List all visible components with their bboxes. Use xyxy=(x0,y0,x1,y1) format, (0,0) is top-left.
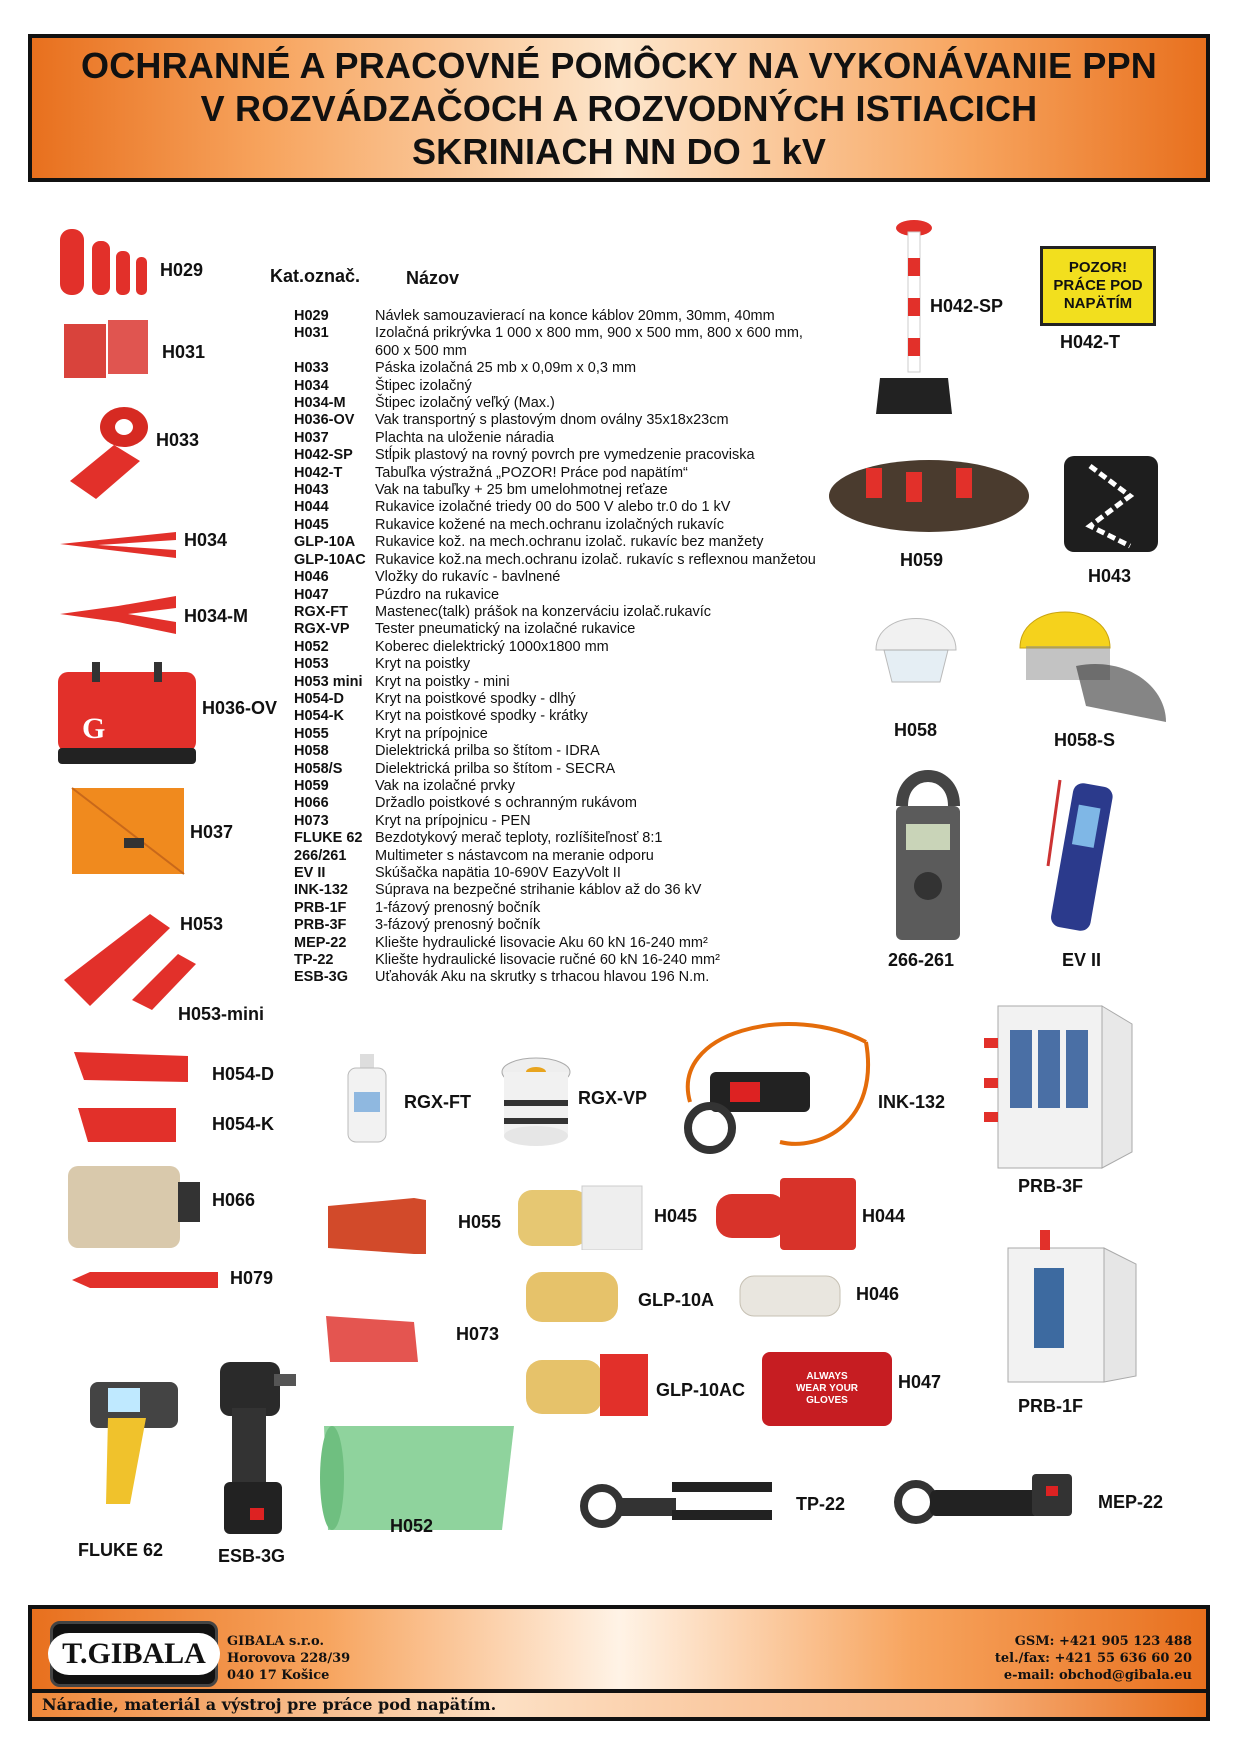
catalog-description: Púzdro na rukavice xyxy=(375,586,500,603)
page-title-banner xyxy=(28,34,1210,182)
catalog-code: H047 xyxy=(294,586,329,603)
catalog-code: FLUKE 62 xyxy=(294,830,363,847)
catalog-description: Rukavice kož.na mech.ochranu izolač. rukavíc s reflexnou manžetou xyxy=(375,551,816,568)
three-phase-shunt-image xyxy=(984,1002,1134,1170)
catalog-row xyxy=(294,308,864,325)
large-clamp-image xyxy=(58,594,178,636)
catalog-row xyxy=(294,447,864,464)
catalog-description: Koberec dielektrický 1000x1800 mm xyxy=(375,638,609,655)
catalog-row xyxy=(294,674,864,691)
label-h046: H046 xyxy=(856,1284,900,1304)
catalog-description: Tabuľka výstražná „POZOR! Práce pod napätím“ xyxy=(375,464,688,481)
label-h033: H033 xyxy=(156,430,200,450)
helmet-idra-image xyxy=(868,598,964,690)
catalog-row xyxy=(294,795,864,812)
catalog-code: INK-132 xyxy=(294,882,348,899)
label-h043: H043 xyxy=(1088,566,1132,586)
label-ink132: INK-132 xyxy=(878,1092,946,1112)
motto-bar xyxy=(32,1689,1206,1717)
catalog-code: H066 xyxy=(294,795,329,812)
catalog-code: H058/S xyxy=(294,760,343,777)
catalog-row xyxy=(294,552,864,569)
catalog-code: 266/261 xyxy=(294,847,347,864)
insulating-blanket-image xyxy=(62,318,150,382)
label-h029: H029 xyxy=(160,260,204,280)
catalog-description: Kryt na poistky - mini xyxy=(375,673,510,690)
company-street: Horovova 228/39 xyxy=(227,1651,351,1666)
catalog-code: H029 xyxy=(294,308,329,324)
catalog-description: Kryt na poistky xyxy=(375,656,471,673)
contact-phone: tel./fax: +421 55 636 60 20 xyxy=(994,1651,1192,1666)
fuse-cover-image xyxy=(60,910,200,1010)
company-address xyxy=(227,1633,350,1684)
title-line-3: SKRINIACH NN DO 1 kV xyxy=(411,130,827,172)
catalog-description: Páska izolačná 25 mb x 0,09m x 0,3 mm xyxy=(375,360,637,377)
label-h031: H031 xyxy=(162,342,206,362)
catalog-description: Izolačná prikrývka 1 000 x 800 mm, 900 x 500 mm, 800 x 600 mm, xyxy=(375,325,803,342)
cable-cutter-kit-image xyxy=(670,1012,874,1162)
clamp-multimeter-image xyxy=(888,766,968,942)
catalog-description: Kryt na prípojnicu - PEN xyxy=(375,812,531,829)
catalog-row xyxy=(294,325,864,342)
catalog-list xyxy=(294,308,864,987)
label-h053mini: H053-mini xyxy=(178,1004,265,1024)
insulating-parts-bag-image xyxy=(826,448,1032,534)
label-fluke62: FLUKE 62 xyxy=(78,1540,164,1560)
catalog-description: Rukavice kožené na mech.ochranu izolačných rukavíc xyxy=(375,516,724,533)
label-h034m: H034-M xyxy=(184,606,249,626)
catalog-code: H036-OV xyxy=(294,412,355,429)
svg-text:G: G xyxy=(82,712,106,745)
catalog-row xyxy=(294,917,864,934)
label-h055: H055 xyxy=(458,1212,502,1232)
label-h044: H044 xyxy=(862,1206,906,1226)
sign-line-2: PRÁCE POD xyxy=(1053,277,1143,294)
label-h066: H066 xyxy=(212,1190,256,1210)
catalog-description: Vak transportný s plastovým dnom oválny 35x18x23cm xyxy=(375,412,729,429)
fuse-base-cover-long-image xyxy=(70,1046,190,1086)
impact-wrench-image xyxy=(210,1358,302,1538)
catalog-description: Plachta na uloženie náradia xyxy=(375,429,554,446)
pen-busbar-cover-image xyxy=(324,1312,420,1366)
catalog-code: PRB-1F xyxy=(294,899,347,916)
catalog-code: H053 mini xyxy=(294,673,363,690)
catalog-description: Rukavice kož. na mech.ochranu izolač. rukavíc bez manžety xyxy=(375,534,764,551)
catalog-description: Skúšačka napätia 10-690V EazyVolt II xyxy=(375,865,621,881)
catalog-code: H042-SP xyxy=(294,447,353,464)
catalog-row xyxy=(294,882,864,899)
glove-pouch-text: ALWAYS WEAR YOUR GLOVES xyxy=(795,1371,859,1406)
company-logo xyxy=(50,1621,218,1687)
catalog-description: Kryt na poistkové spodky - dlhý xyxy=(375,690,576,707)
helmet-secra-image xyxy=(1006,596,1174,726)
catalog-code: H053 xyxy=(294,656,329,673)
catalog-description: Multimeter s nástavcom na meranie odporu xyxy=(375,847,654,864)
catalog-code: H046 xyxy=(294,569,329,586)
label-h073: H073 xyxy=(456,1324,500,1344)
label-h059: H059 xyxy=(900,550,944,570)
battery-crimper-image xyxy=(890,1470,1076,1530)
transport-bag-image xyxy=(56,662,198,766)
thermometer-image xyxy=(86,1378,182,1506)
cotton-gloves-image xyxy=(738,1268,842,1322)
insulating-gloves-image xyxy=(714,1176,858,1252)
catalog-code: RGX-FT xyxy=(294,603,348,620)
contact-email[interactable]: e-mail: obchod@gibala.eu xyxy=(1003,1668,1192,1683)
title-line-1: OCHRANNÉ A PRACOVNÉ POMÔCKY NA VYKONÁVANIE PPN xyxy=(81,44,1157,86)
catalog-code: H054-D xyxy=(294,690,344,707)
catalog-description: Súprava na bezpečné strihanie káblov až do 36 kV xyxy=(375,882,702,899)
label-h036ov: H036-OV xyxy=(202,698,278,718)
company-city: 040 17 Košice xyxy=(227,1668,330,1683)
label-prb3f: PRB-3F xyxy=(1018,1176,1084,1196)
catalog-description: Uťahovák Aku na skrutky s trhacou hlavou 196 N.m. xyxy=(375,969,710,986)
catalog-code: MEP-22 xyxy=(294,934,347,951)
label-h058s: H058-S xyxy=(1054,730,1116,750)
label-mep22: MEP-22 xyxy=(1098,1492,1164,1512)
catalog-description: 3-fázový prenosný bočník xyxy=(375,917,541,934)
catalog-description: Vak na tabuľky + 25 bm umelohmotnej reťaze xyxy=(375,482,668,499)
fuse-base-cover-short-image xyxy=(76,1104,180,1144)
talc-bottle-image xyxy=(344,1052,390,1144)
footer xyxy=(28,1605,1210,1721)
label-rgxvp: RGX-VP xyxy=(578,1088,648,1108)
catalog-code: H033 xyxy=(294,360,329,377)
catalog-row xyxy=(294,430,864,447)
label-h052: H052 xyxy=(390,1516,434,1536)
catalog-description: Vak na izolačné prvky xyxy=(375,777,515,794)
catalog-description: Tester pneumatický na izolačné rukavice xyxy=(375,621,636,638)
sign-line-1: POZOR! xyxy=(1068,259,1128,276)
catalog-row xyxy=(294,587,864,604)
manual-crimper-image xyxy=(576,1462,776,1530)
catalog-description: Štipec izolačný veľký (Max.) xyxy=(375,395,555,412)
label-glp10a: GLP-10A xyxy=(638,1290,715,1310)
catalog-row xyxy=(294,761,864,778)
title-line-2: V ROZVÁDZAČOCH A ROZVODNÝCH ISTIACICH xyxy=(200,87,1038,129)
company-name: GIBALA s.r.o. xyxy=(227,1634,325,1649)
catalog-code: H034 xyxy=(294,377,329,394)
catalog-row xyxy=(294,534,864,551)
sign-line-3: NAPÄTÍM xyxy=(1063,295,1133,312)
catalog-description: Kryt na poistkové spodky - krátky xyxy=(375,708,588,725)
label-266-261: 266-261 xyxy=(888,950,955,970)
catalog-row xyxy=(294,813,864,830)
label-esb3g: ESB-3G xyxy=(218,1546,286,1566)
insulating-tape-image xyxy=(66,405,152,501)
label-tp22: TP-22 xyxy=(796,1494,846,1514)
label-glp10ac: GLP-10AC xyxy=(656,1380,746,1400)
catalog-code: H043 xyxy=(294,482,329,499)
catalog-code: H055 xyxy=(294,725,329,742)
glp10a-gloves-image xyxy=(524,1268,620,1326)
contact-gsm: GSM: +421 905 123 488 xyxy=(1014,1634,1192,1649)
label-h042t: H042-T xyxy=(1060,332,1121,352)
catalog-row xyxy=(294,708,864,725)
cable-caps-image xyxy=(58,225,153,297)
catalog-row xyxy=(294,743,864,760)
label-h058: H058 xyxy=(894,720,938,740)
catalog-row xyxy=(294,726,864,743)
single-phase-shunt-image xyxy=(1004,1228,1140,1384)
catalog-code: PRB-3F xyxy=(294,917,347,934)
catalog-description: 1-fázový prenosný bočník xyxy=(375,899,541,916)
catalog-row xyxy=(294,900,864,917)
catalog-description: Dielektrická prilba so štítom - SECRA xyxy=(375,760,616,777)
catalog-description: Držadlo poistkové s ochranným rukávom xyxy=(375,795,637,812)
label-h034: H034 xyxy=(184,530,228,550)
catalog-code: H059 xyxy=(294,777,329,794)
label-h042sp: H042-SP xyxy=(930,296,1004,316)
tool-tarp-image xyxy=(70,786,188,878)
catalog-code: RGX-VP xyxy=(294,621,350,638)
label-h037: H037 xyxy=(190,822,234,842)
catalog-code: H073 xyxy=(294,812,329,829)
catalog-description: Návlek samouzavierací na konce káblov 20mm, 30mm, 40mm xyxy=(375,308,775,324)
catalog-code: EV II xyxy=(294,865,326,881)
catalog-code: H058 xyxy=(294,743,329,760)
catalog-code: TP-22 xyxy=(294,952,334,969)
label-h047: H047 xyxy=(898,1372,942,1392)
voltage-tester-image xyxy=(1040,776,1128,936)
catalog-code: H034-M xyxy=(294,395,346,412)
catalog-description: Dielektrická prilba so štítom - IDRA xyxy=(375,743,600,760)
label-ev2: EV II xyxy=(1062,950,1102,970)
warning-sign-image xyxy=(1040,246,1156,326)
catalog-row xyxy=(294,969,864,986)
column-header-code: Kat.označ. xyxy=(270,266,361,286)
label-prb1f: PRB-1F xyxy=(1018,1396,1084,1416)
busbar-cover-image xyxy=(326,1196,428,1256)
catalog-row xyxy=(294,343,864,360)
catalog-code: GLP-10A xyxy=(294,534,356,551)
catalog-row xyxy=(294,569,864,586)
catalog-row xyxy=(294,935,864,952)
catalog-code: ESB-3G xyxy=(294,969,348,986)
logo-text: T.GIBALA xyxy=(48,1633,220,1675)
label-h079: H079 xyxy=(230,1268,274,1288)
label-h045: H045 xyxy=(654,1206,698,1226)
catalog-row xyxy=(294,778,864,795)
label-h054d: H054-D xyxy=(212,1064,275,1084)
catalog-description: Kliešte hydraulické lisovacie Aku 60 kN 16-240 mm² xyxy=(375,934,708,951)
catalog-row xyxy=(294,482,864,499)
cover-h079-image xyxy=(70,1270,220,1290)
catalog-row xyxy=(294,465,864,482)
catalog-row xyxy=(294,604,864,621)
motto-text: Náradie, materiál a výstroj pre práce pod napätím. xyxy=(42,1695,497,1714)
clamp-image xyxy=(58,528,178,562)
catalog-row xyxy=(294,656,864,673)
catalog-description: Bezdotykový merač teploty, rozlíšiteľnosť 8:1 xyxy=(375,830,663,847)
glp10ac-gloves-image xyxy=(524,1352,652,1418)
catalog-row xyxy=(294,830,864,847)
column-header-name: Názov xyxy=(406,268,460,288)
catalog-code: H042-T xyxy=(294,464,343,481)
catalog-code: H037 xyxy=(294,429,329,446)
label-rgxft: RGX-FT xyxy=(404,1092,471,1112)
catalog-row xyxy=(294,848,864,865)
contact-info xyxy=(995,1633,1192,1684)
catalog-description: Kliešte hydraulické lisovacie ručné 60 kN 16-240 mm² xyxy=(375,952,720,969)
glove-pouch-image xyxy=(762,1352,892,1426)
catalog-code: H054-K xyxy=(294,708,344,725)
catalog-row xyxy=(294,499,864,516)
catalog-code: H031 xyxy=(294,325,329,342)
barrier-post-image xyxy=(874,218,954,416)
glove-tester-image xyxy=(500,1056,572,1146)
catalog-row xyxy=(294,639,864,656)
catalog-row xyxy=(294,360,864,377)
leather-gloves-image xyxy=(516,1184,644,1250)
catalog-row xyxy=(294,952,864,969)
catalog-code: H044 xyxy=(294,499,329,516)
label-h054k: H054-K xyxy=(212,1114,275,1134)
catalog-row xyxy=(294,412,864,429)
catalog-description: Mastenec(talk) prášok na konzerváciu izolač.rukavíc xyxy=(375,603,712,620)
label-h053: H053 xyxy=(180,914,224,934)
catalog-row xyxy=(294,621,864,638)
catalog-description: Kryt na prípojnice xyxy=(375,725,488,742)
catalog-row xyxy=(294,378,864,395)
catalog-row xyxy=(294,865,864,882)
catalog-code: H045 xyxy=(294,516,329,533)
catalog-row xyxy=(294,517,864,534)
catalog-description: Štipec izolačný xyxy=(375,377,472,394)
catalog-description: Rukavice izolačné triedy 00 do 500 V alebo tr.0 do 1 kV xyxy=(375,499,731,516)
catalog-code: GLP-10AC xyxy=(294,551,366,568)
chain-bag-image xyxy=(1060,446,1164,556)
catalog-row xyxy=(294,691,864,708)
catalog-description: Vložky do rukavíc - bavlnené xyxy=(375,569,561,586)
catalog-row xyxy=(294,395,864,412)
catalog-code: H052 xyxy=(294,638,329,655)
catalog-description: Stĺpik plastový na rovný povrch pre vymedzenie pracoviska xyxy=(375,447,755,464)
catalog-description: 600 x 500 mm xyxy=(375,342,467,359)
fuse-handle-image xyxy=(66,1164,202,1250)
